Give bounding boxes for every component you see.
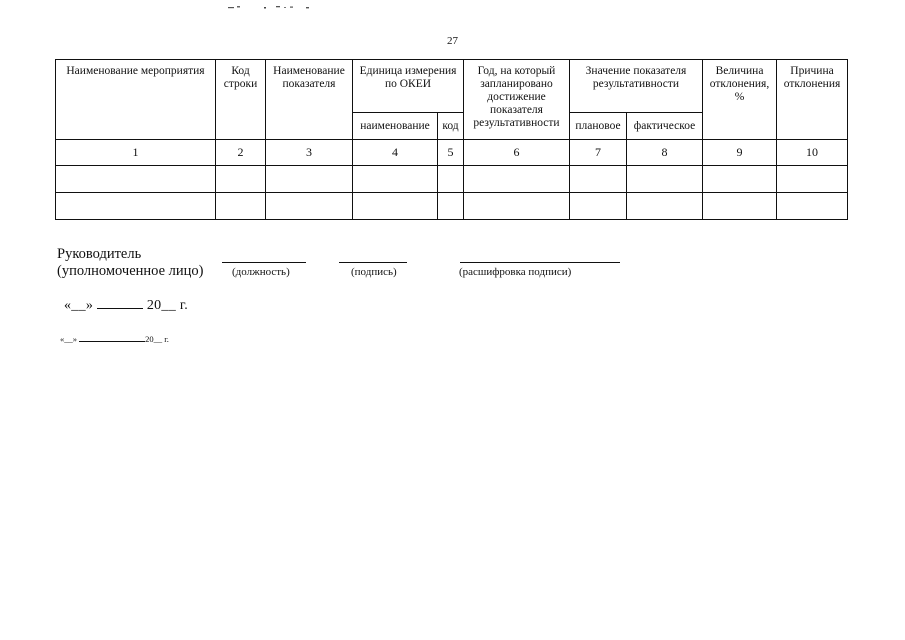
table-cell xyxy=(627,166,703,193)
header-event-name: Наименование мероприятия xyxy=(56,60,216,140)
date-small-month-line xyxy=(79,341,145,342)
table-cell xyxy=(464,166,570,193)
column-number: 6 xyxy=(464,140,570,166)
column-number: 2 xyxy=(216,140,266,166)
header-target-year: Год, на который запланировано достижение показателя результативности xyxy=(464,60,570,140)
signature-line xyxy=(339,262,407,263)
header-okei-code: код xyxy=(438,113,464,140)
header-actual: фактическое xyxy=(627,113,703,140)
position-caption: (должность) xyxy=(232,266,290,278)
table-cell xyxy=(56,166,216,193)
header-deviation-size: Величина отклонения, % xyxy=(703,60,777,140)
header-planned: плановое xyxy=(570,113,627,140)
header-deviation-reason: Причина отклонения xyxy=(777,60,848,140)
header-indicator-name: Наименование показателя xyxy=(266,60,353,140)
table-cell xyxy=(266,166,353,193)
date-month-line xyxy=(97,308,143,309)
table-cell xyxy=(438,166,464,193)
table-cell xyxy=(266,193,353,220)
column-number: 3 xyxy=(266,140,353,166)
decoding-signature-line xyxy=(460,262,620,263)
signature-caption: (подпись) xyxy=(351,266,397,278)
table-row xyxy=(56,193,848,220)
decoding-caption: (расшифровка подписи) xyxy=(459,266,572,278)
date-suffix: г. xyxy=(179,298,189,313)
header-row-code: Код строки xyxy=(216,60,266,140)
column-number: 8 xyxy=(627,140,703,166)
page-number: 27 xyxy=(447,35,458,47)
column-number: 5 xyxy=(438,140,464,166)
date-day: «__» xyxy=(64,298,94,313)
column-number: 1 xyxy=(56,140,216,166)
date-field-small xyxy=(60,334,169,344)
table-cell xyxy=(216,193,266,220)
header-indicator-value: Значение показателя результативности xyxy=(570,60,703,113)
header-okei-name: наименование xyxy=(353,113,438,140)
signatory-role-note: (уполномоченное лицо) xyxy=(57,263,204,279)
date-small-suffix: г. xyxy=(164,334,169,344)
column-number: 9 xyxy=(703,140,777,166)
table-cell xyxy=(570,193,627,220)
scan-speck-marks xyxy=(228,4,318,10)
table-cell xyxy=(570,166,627,193)
column-number: 7 xyxy=(570,140,627,166)
header-row xyxy=(56,60,848,113)
column-number: 4 xyxy=(353,140,438,166)
signature-block xyxy=(57,246,204,280)
table-cell xyxy=(703,193,777,220)
table-cell xyxy=(627,193,703,220)
date-field xyxy=(64,298,188,314)
results-table xyxy=(55,59,848,220)
date-small-year: 20__ xyxy=(145,334,163,344)
table-cell xyxy=(777,166,848,193)
table-row xyxy=(56,166,848,193)
date-small-day: «__» xyxy=(60,334,77,344)
signatory-role: Руководитель xyxy=(57,246,142,262)
table-cell xyxy=(438,193,464,220)
table-cell xyxy=(353,166,438,193)
table-cell xyxy=(777,193,848,220)
table-cell xyxy=(353,193,438,220)
table-cell xyxy=(464,193,570,220)
column-number-row xyxy=(56,140,848,166)
table-cell xyxy=(216,166,266,193)
date-year: 20__ xyxy=(146,298,177,313)
header-okei-unit: Единица измерения по ОКЕИ xyxy=(353,60,464,113)
table-cell xyxy=(56,193,216,220)
column-number: 10 xyxy=(777,140,848,166)
table-cell xyxy=(703,166,777,193)
position-signature-line xyxy=(222,262,306,263)
